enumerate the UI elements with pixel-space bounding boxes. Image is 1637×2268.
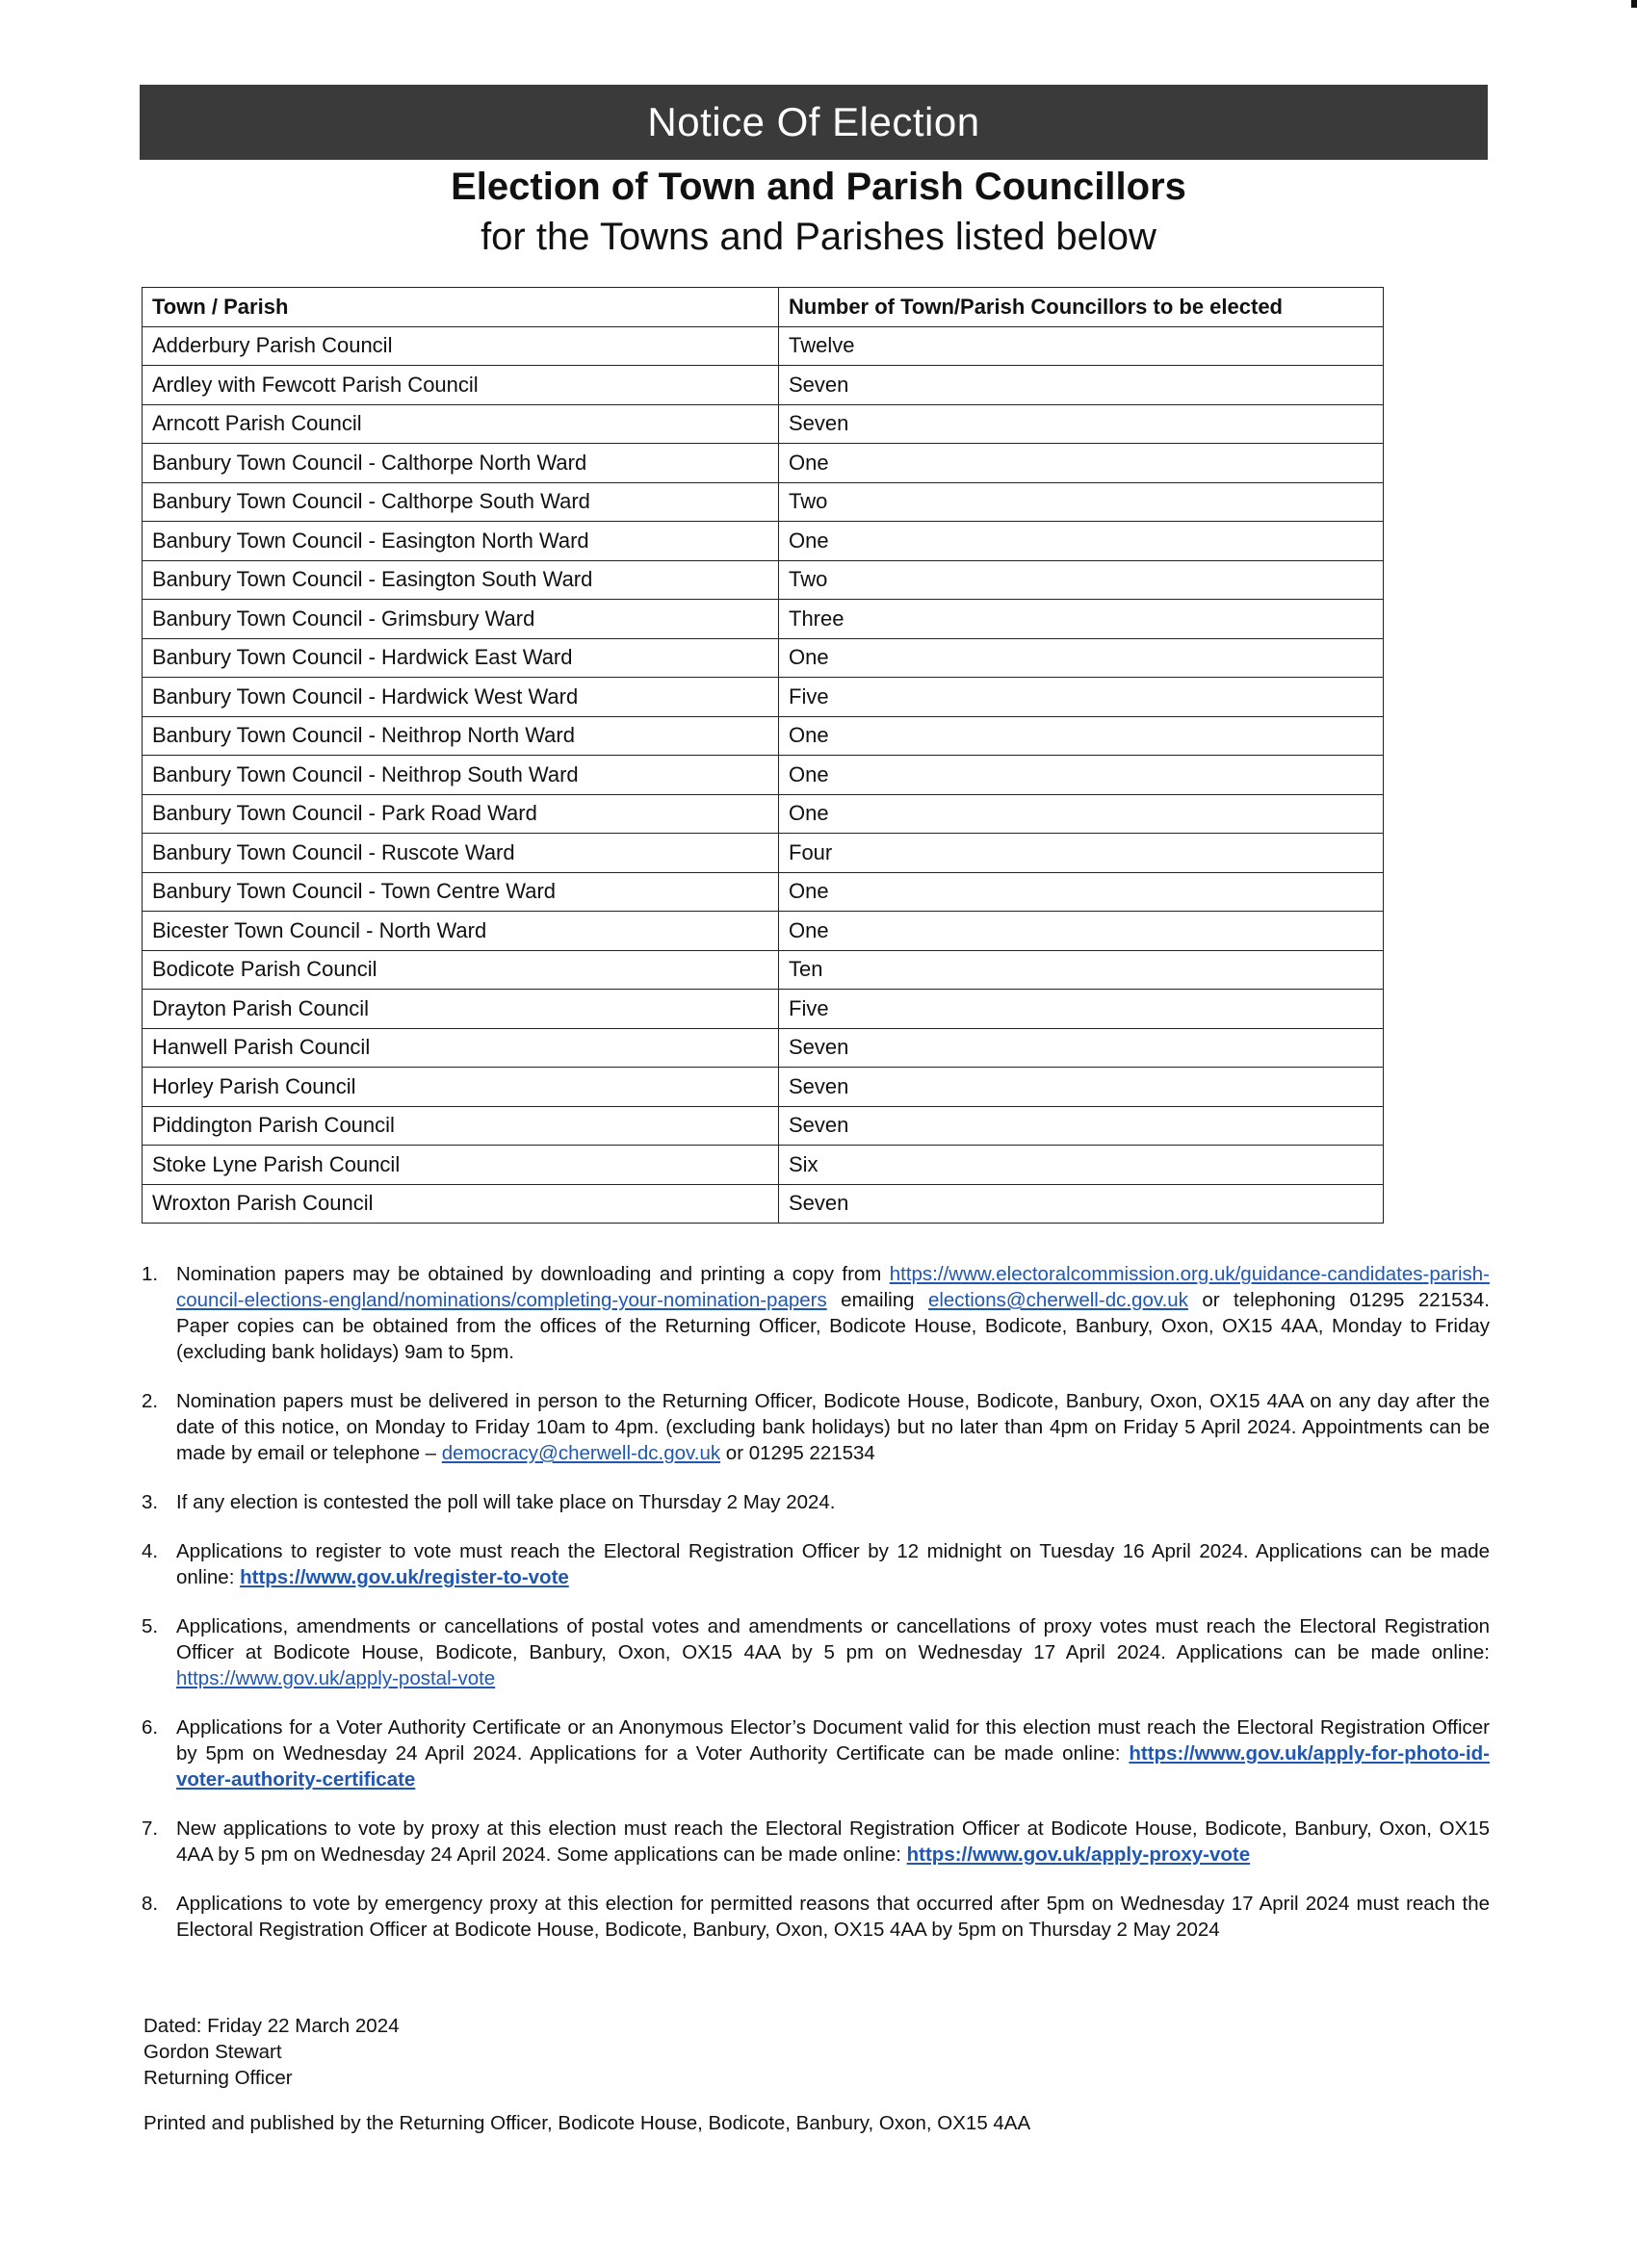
table-row bbox=[143, 1068, 1384, 1107]
table-row bbox=[143, 756, 1384, 795]
apply-proxy-vote-link[interactable]: https://www.gov.uk/apply-proxy-vote bbox=[906, 1843, 1251, 1866]
councillor-count-cell: Seven bbox=[779, 1184, 1384, 1224]
table-row bbox=[143, 716, 1384, 756]
officer-name: Gordon Stewart bbox=[143, 2041, 282, 2063]
note-text-part: or telephoning 01295 221534. Paper copies can be obtained from the offices of the Returning Officer, Bodicote House, Bodicote, Banbury, Oxon, OX15 4AA, Monday to Friday (excluding bank holidays) 9am to 5pm. bbox=[176, 1289, 1490, 1363]
councillor-count-cell: Twelve bbox=[779, 326, 1384, 366]
notice-banner: Notice Of Election bbox=[140, 85, 1488, 160]
councillor-count-cell: One bbox=[779, 638, 1384, 678]
table-row bbox=[143, 794, 1384, 834]
note-text-part: emailing bbox=[826, 1289, 928, 1311]
town-parish-cell: Banbury Town Council - Calthorpe South Ward bbox=[143, 482, 779, 522]
column-header-town-parish: Town / Parish bbox=[143, 288, 779, 327]
note-item-3 bbox=[142, 1489, 1490, 1515]
democracy-email-link[interactable]: democracy@cherwell-dc.gov.uk bbox=[441, 1442, 721, 1464]
town-parish-cell: Banbury Town Council - Hardwick West Ward bbox=[143, 678, 779, 717]
note-text bbox=[176, 1816, 1490, 1868]
councillor-count-cell: Seven bbox=[779, 404, 1384, 444]
councillor-count-cell: Seven bbox=[779, 1028, 1384, 1068]
town-parish-cell: Banbury Town Council - Easington North Ward bbox=[143, 522, 779, 561]
councillor-count-cell: One bbox=[779, 912, 1384, 951]
table-row bbox=[143, 872, 1384, 912]
councillor-count-cell: Four bbox=[779, 834, 1384, 873]
apply-postal-vote-link[interactable]: https://www.gov.uk/apply-postal-vote bbox=[176, 1667, 496, 1689]
table-row bbox=[143, 678, 1384, 717]
town-parish-cell: Banbury Town Council - Ruscote Ward bbox=[143, 834, 779, 873]
note-text-part: or 01295 221534 bbox=[720, 1442, 875, 1464]
councillor-count-cell: Three bbox=[779, 600, 1384, 639]
note-text: Applications to vote by emergency proxy at this election for permitted reasons that occurred after 5pm on Wednesday 17 April 2024 must reach the Electoral Registration Officer at Bodicote House, Bodicote, Banbury, Oxon, OX15 4AA by 5pm on Thursday 2 May 2024 bbox=[176, 1893, 1490, 1941]
electoral-commission-guidance-link[interactable]: https://www.electoralcommission.org.uk/guidance-candidates-parish-council-elections-england/nominations/completing-your-nomination-papers bbox=[176, 1263, 1490, 1311]
note-number: 3. bbox=[142, 1491, 159, 1513]
note-text bbox=[176, 1714, 1490, 1792]
town-parish-cell: Horley Parish Council bbox=[143, 1068, 779, 1107]
table-row bbox=[143, 404, 1384, 444]
councillor-count-cell: Two bbox=[779, 560, 1384, 600]
town-parish-cell: Drayton Parish Council bbox=[143, 990, 779, 1029]
note-number: 2. bbox=[142, 1390, 159, 1412]
table-row bbox=[143, 600, 1384, 639]
town-parish-cell: Bodicote Parish Council bbox=[143, 950, 779, 990]
town-parish-cell: Adderbury Parish Council bbox=[143, 326, 779, 366]
note-number: 7. bbox=[142, 1817, 159, 1840]
councillor-count-cell: One bbox=[779, 756, 1384, 795]
councillor-count-cell: One bbox=[779, 522, 1384, 561]
town-parish-cell: Banbury Town Council - Grimsbury Ward bbox=[143, 600, 779, 639]
councillor-count-cell: One bbox=[779, 716, 1384, 756]
note-text bbox=[176, 1388, 1490, 1466]
note-number: 5. bbox=[142, 1615, 159, 1637]
note-text-part: Applications for a Voter Authority Certificate or an Anonymous Elector’s Document valid for this election must reach the Electoral Registration Officer by 5pm on Wednesday 24 April 2024. Applications for a Voter Authority Certificate can be made online: bbox=[176, 1716, 1490, 1765]
note-text bbox=[176, 1538, 1490, 1590]
town-parish-cell: Piddington Parish Council bbox=[143, 1106, 779, 1146]
note-text-part: New applications to vote by proxy at this election must reach the Electoral Registration Officer at Bodicote House, Bodicote, Banbury, Oxon, OX15 4AA by 5 pm on Wednesday 24 April 2024. Some applications can be made online: bbox=[176, 1817, 1490, 1866]
page-title: Election of Town and Parish Councillors bbox=[451, 166, 1186, 208]
town-parish-cell: Hanwell Parish Council bbox=[143, 1028, 779, 1068]
table-row bbox=[143, 366, 1384, 405]
councils-table bbox=[142, 287, 1384, 1224]
page-subtitle: for the Towns and Parishes listed below bbox=[481, 216, 1156, 258]
table-row bbox=[143, 990, 1384, 1029]
note-item-6 bbox=[142, 1714, 1490, 1792]
note-number: 1. bbox=[142, 1263, 159, 1285]
councillor-count-cell: Two bbox=[779, 482, 1384, 522]
town-parish-cell: Banbury Town Council - Easington South Ward bbox=[143, 560, 779, 600]
councillor-count-cell: Five bbox=[779, 990, 1384, 1029]
councillor-count-cell: One bbox=[779, 444, 1384, 483]
town-parish-cell: Banbury Town Council - Calthorpe North Ward bbox=[143, 444, 779, 483]
note-item-2 bbox=[142, 1388, 1490, 1466]
councillor-count-cell: Seven bbox=[779, 1106, 1384, 1146]
note-text-part: Nomination papers may be obtained by downloading and printing a copy from bbox=[176, 1263, 890, 1285]
councillor-count-cell: Seven bbox=[779, 1068, 1384, 1107]
voter-authority-certificate-link[interactable]: https://www.gov.uk/apply-for-photo-id-voter-authority-certificate bbox=[176, 1742, 1490, 1791]
councillor-count-cell: Five bbox=[779, 678, 1384, 717]
table-row bbox=[143, 444, 1384, 483]
councillor-count-cell: Ten bbox=[779, 950, 1384, 990]
column-header-number: Number of Town/Parish Councillors to be elected bbox=[779, 288, 1384, 327]
town-parish-cell: Ardley with Fewcott Parish Council bbox=[143, 366, 779, 405]
town-parish-cell: Bicester Town Council - North Ward bbox=[143, 912, 779, 951]
note-item-5 bbox=[142, 1613, 1490, 1691]
councillor-count-cell: One bbox=[779, 794, 1384, 834]
town-parish-cell: Banbury Town Council - Neithrop North Ward bbox=[143, 716, 779, 756]
table-row bbox=[143, 326, 1384, 366]
note-text bbox=[176, 1261, 1490, 1365]
note-item-8 bbox=[142, 1891, 1490, 1943]
officer-role: Returning Officer bbox=[143, 2067, 293, 2089]
table-row bbox=[143, 1146, 1384, 1185]
town-parish-cell: Wroxton Parish Council bbox=[143, 1184, 779, 1224]
town-parish-cell: Arncott Parish Council bbox=[143, 404, 779, 444]
table-row bbox=[143, 560, 1384, 600]
table-row bbox=[143, 638, 1384, 678]
note-number: 8. bbox=[142, 1893, 159, 1915]
printed-by-line: Printed and published by the Returning Officer, Bodicote House, Bodicote, Banbury, Oxon, OX15 4AA bbox=[143, 2112, 1031, 2134]
table-row bbox=[143, 834, 1384, 873]
note-number: 6. bbox=[142, 1716, 159, 1739]
table-row bbox=[143, 1106, 1384, 1146]
town-parish-cell: Banbury Town Council - Town Centre Ward bbox=[143, 872, 779, 912]
town-parish-cell: Stoke Lyne Parish Council bbox=[143, 1146, 779, 1185]
page-edge-mark bbox=[1631, 0, 1637, 8]
note-text: If any election is contested the poll will take place on Thursday 2 May 2024. bbox=[176, 1491, 836, 1513]
town-parish-cell: Banbury Town Council - Park Road Ward bbox=[143, 794, 779, 834]
table-row bbox=[143, 482, 1384, 522]
note-item-7 bbox=[142, 1816, 1490, 1868]
councillor-count-cell: One bbox=[779, 872, 1384, 912]
note-item-1 bbox=[142, 1261, 1490, 1365]
table-row bbox=[143, 1184, 1384, 1224]
table-header-row bbox=[143, 288, 1384, 327]
note-text-part: Applications to register to vote must reach the Electoral Registration Officer by 12 midnight on Tuesday 16 April 2024. Applications can be made online: bbox=[176, 1540, 1490, 1588]
note-text bbox=[176, 1613, 1490, 1691]
note-text-part: Applications, amendments or cancellations of postal votes and amendments or cancellations of proxy votes must reach the Electoral Registration Officer at Bodicote House, Bodicote, Banbury, Oxon, OX15 4AA by 5 pm on Wednesday 17 April 2024. Applications can be made online: bbox=[176, 1615, 1490, 1663]
register-to-vote-link[interactable]: https://www.gov.uk/register-to-vote bbox=[240, 1566, 569, 1588]
councillor-count-cell: Six bbox=[779, 1146, 1384, 1185]
town-parish-cell: Banbury Town Council - Hardwick East Ward bbox=[143, 638, 779, 678]
dated-line: Dated: Friday 22 March 2024 bbox=[143, 2015, 400, 2037]
note-item-4 bbox=[142, 1538, 1490, 1590]
notes-list bbox=[142, 1261, 1490, 1966]
elections-email-link[interactable]: elections@cherwell-dc.gov.uk bbox=[927, 1289, 1188, 1311]
table-row bbox=[143, 912, 1384, 951]
note-text-part: Nomination papers must be delivered in person to the Returning Officer, Bodicote House, Bodicote, Banbury, Oxon, OX15 4AA on any day after the date of this notice, on Monday to Friday 10am to 4pm. (excluding bank holidays) but no later than 4pm on Friday 5 April 2024. Appointments can be made by email or telephone – bbox=[176, 1390, 1490, 1464]
table-row bbox=[143, 950, 1384, 990]
table-row bbox=[143, 1028, 1384, 1068]
table-row bbox=[143, 522, 1384, 561]
town-parish-cell: Banbury Town Council - Neithrop South Ward bbox=[143, 756, 779, 795]
signature-block bbox=[143, 2013, 400, 2091]
councillor-count-cell: Seven bbox=[779, 366, 1384, 405]
note-number: 4. bbox=[142, 1540, 159, 1562]
